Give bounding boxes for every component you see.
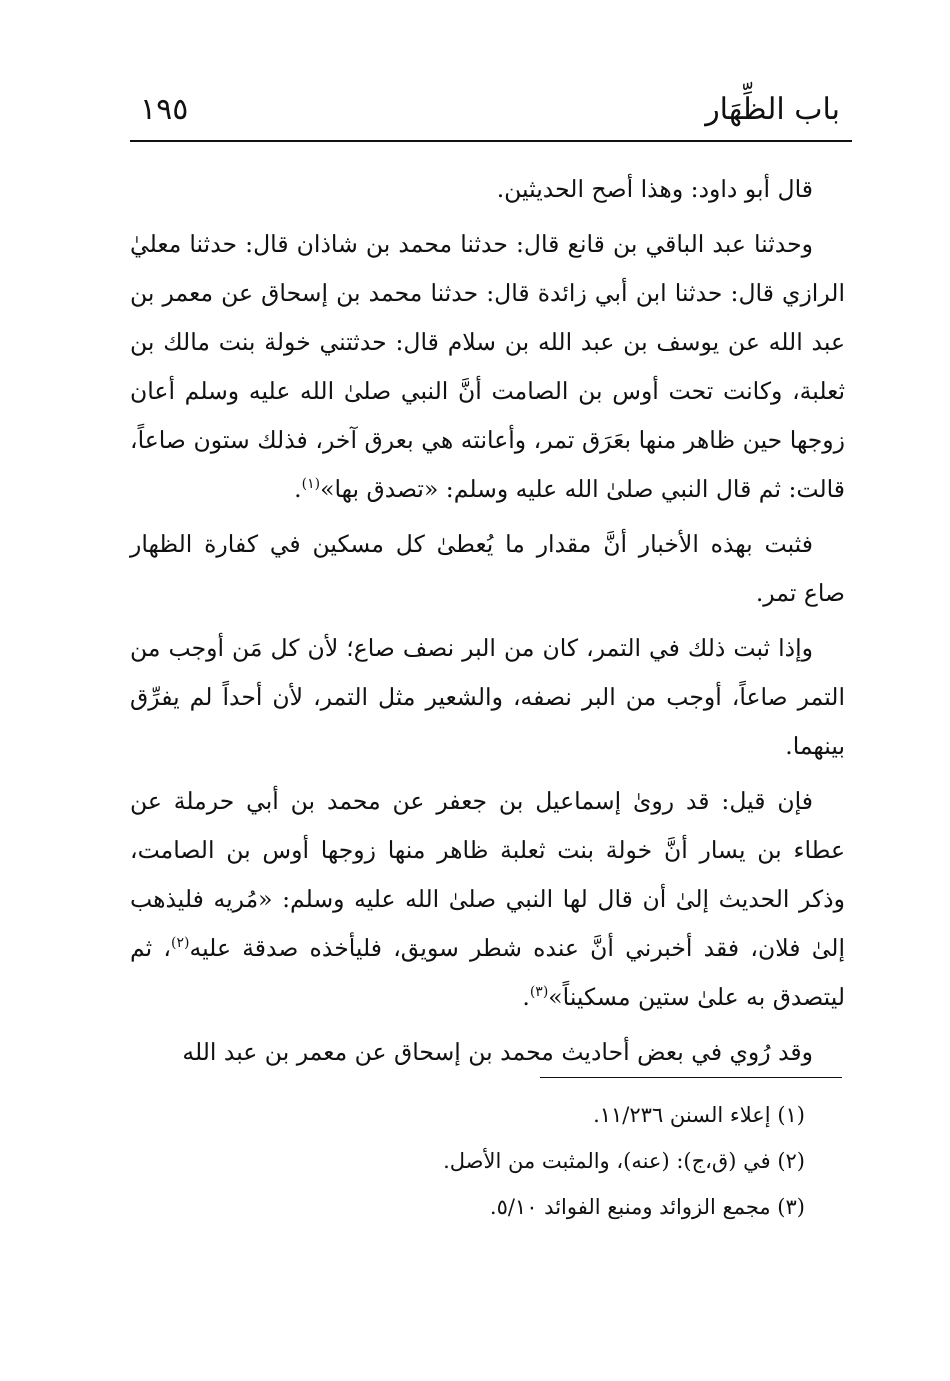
footnote-ref-1: (١)	[301, 476, 321, 493]
footnote-rule	[540, 1077, 842, 1078]
paragraph-6: وقد رُوي في بعض أحاديث محمد بن إسحاق عن معمر بن عبد الله	[182, 1038, 813, 1066]
paragraph-5-mid: ، ثم ليتصدق به علىٰ ستين مسكيناً»	[130, 934, 845, 1011]
paragraph-2-text: وحدثنا عبد الباقي بن قانع قال: حدثنا محمد بن شاذان قال: حدثنا معليٰ الرازي قال: حدثنا ابن أبي زائدة قال: حدثنا محمد بن إسحاق عن معمر بن عبد الله عن يوسف بن عبد الله بن سلام قال: حدثتني خولة بنت مالك بن ثعلبة، وكانت تحت أوس بن الصامت أنَّ النبي صلىٰ الله عليه وسلم أعان زوجها حين ظاهر منها بعَرَق تمر، وأعانته هي بعرق آخر، فذلك ستون صاعاً، قالت: ثم قال النبي صلىٰ الله عليه وسلم: «تصدق بها»	[130, 230, 845, 503]
footnote-2: (٢) في (ق،ج): (عنه)، والمثبت من الأصل.	[443, 1149, 805, 1173]
paragraph-2-end: .	[294, 475, 302, 503]
paragraph-1: قال أبو داود: وهذا أصح الحديثين.	[496, 175, 813, 203]
footnote-1: (١) إعلاء السنن ١١/٢٣٦.	[593, 1103, 805, 1127]
footnote-3: (٣) مجمع الزوائد ومنبع الفوائد ٥/١٠.	[489, 1195, 805, 1219]
paragraph-2	[130, 220, 845, 514]
paragraph-5	[130, 777, 845, 1022]
header-rule	[130, 140, 852, 142]
page-number: ١٩٥	[140, 92, 189, 127]
paragraph-5-text: فإن قيل: قد روىٰ إسماعيل بن جعفر عن محمد بن أبي حرملة عن عطاء بن يسار أنَّ خولة بنت ثعلبة ظاهر منها زوجها أوس بن الصامت، وذكر الحديث إلىٰ أن قال لها النبي صلىٰ الله عليه وسلم: «مُريه فليذهب إلىٰ فلان، فقد أخبرني أنَّ عنده شطر سويق، فليأخذه صدقة عليه	[130, 787, 845, 962]
paragraph-5-end: .	[522, 983, 530, 1011]
paragraph-4: وإذا ثبت ذلك في التمر، كان من البر نصف صاع؛ لأن كل مَن أوجب من التمر صاعاً، أوجب من البر نصفه، والشعير مثل التمر، لأن أحداً لم يفرِّق بينهما.	[130, 634, 845, 760]
paragraph-3: فثبت بهذه الأخبار أنَّ مقدار ما يُعطىٰ كل مسكين في كفارة الظهار صاع تمر.	[130, 530, 845, 607]
footnotes	[130, 1092, 805, 1230]
main-text	[130, 165, 845, 1083]
page-header	[130, 88, 840, 140]
footnote-ref-3: (٣)	[529, 984, 549, 1001]
footnote-ref-2: (٢)	[171, 935, 190, 952]
running-title: باب الظِّهَار	[705, 92, 840, 127]
